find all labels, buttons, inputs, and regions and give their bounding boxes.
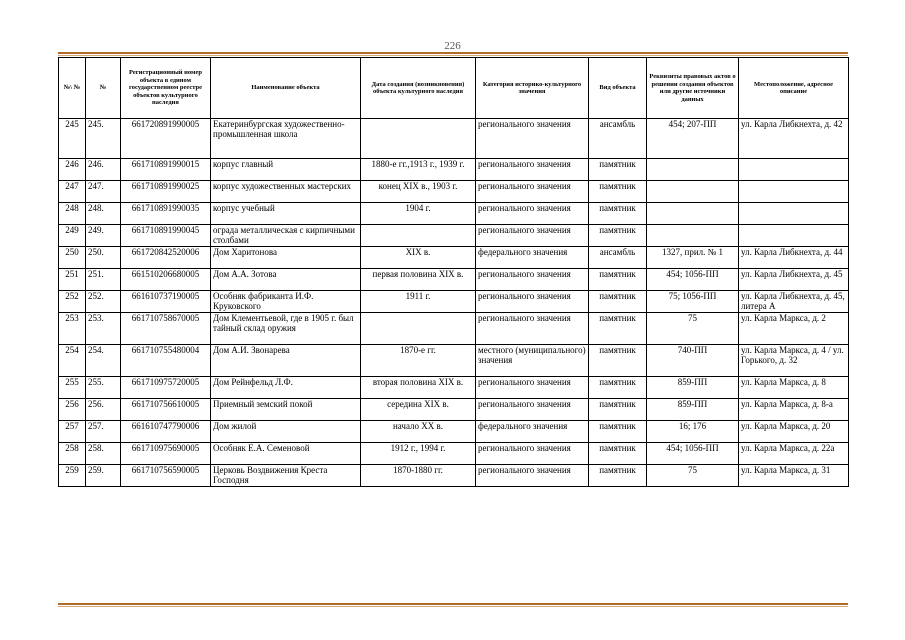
table-row — [59, 465, 849, 487]
category-cell: регионального значения — [476, 203, 589, 225]
category-cell: регионального значения — [476, 181, 589, 203]
object-name-cell: Церковь Воздвижения Креста Господня — [211, 465, 361, 487]
registration-number-cell: 661710756590005 — [121, 465, 211, 487]
creation-date-cell: первая половина XIX в. — [361, 269, 476, 291]
row-number-cell: 253 — [59, 313, 86, 345]
address-cell: ул. Карла Маркса, д. 31 — [739, 465, 849, 487]
header-cell: Дата создания (возникновения) объекта культурного наследия — [361, 58, 476, 119]
table-row — [59, 269, 849, 291]
row-index-cell: 250. — [86, 247, 121, 269]
category-cell: регионального значения — [476, 225, 589, 247]
creation-date-cell — [361, 119, 476, 159]
table-header-row — [59, 58, 849, 119]
row-number-cell: 257 — [59, 421, 86, 443]
object-name-cell: Дом А.И. Звонарева — [211, 345, 361, 377]
table-row — [59, 377, 849, 399]
address-cell: ул. Карла Либкнехта, д. 42 — [739, 119, 849, 159]
row-number-cell: 247 — [59, 181, 86, 203]
legal-acts-cell: 740-ПП — [647, 345, 739, 377]
creation-date-cell: 1870-1880 гг. — [361, 465, 476, 487]
header-cell: Регистрационный номер объекта в едином государственном реестре объектов культурного наследия — [121, 58, 211, 119]
creation-date-cell — [361, 313, 476, 345]
registration-number-cell: 661710891990025 — [121, 181, 211, 203]
registration-number-cell: 661610737190005 — [121, 291, 211, 313]
object-name-cell: Особняк Е.А. Семеновой — [211, 443, 361, 465]
object-type-cell: памятник — [589, 291, 647, 313]
legal-acts-cell: 859-ПП — [647, 399, 739, 421]
header-cell: № — [86, 58, 121, 119]
registration-number-cell: 661710756610005 — [121, 399, 211, 421]
registration-number-cell: 661610747790006 — [121, 421, 211, 443]
creation-date-cell — [361, 225, 476, 247]
object-name-cell: корпус учебный — [211, 203, 361, 225]
legal-acts-cell: 454; 1056-ПП — [647, 269, 739, 291]
legal-acts-cell: 859-ПП — [647, 377, 739, 399]
object-type-cell: памятник — [589, 225, 647, 247]
table-row — [59, 203, 849, 225]
creation-date-cell: 1912 г., 1994 г. — [361, 443, 476, 465]
legal-acts-cell — [647, 159, 739, 181]
row-number-cell: 246 — [59, 159, 86, 181]
row-number-cell: 252 — [59, 291, 86, 313]
address-cell — [739, 225, 849, 247]
object-name-cell: корпус главный — [211, 159, 361, 181]
legal-acts-cell: 454; 207-ПП — [647, 119, 739, 159]
address-cell: ул. Карла Маркса, д. 2 — [739, 313, 849, 345]
row-number-cell: 255 — [59, 377, 86, 399]
row-number-cell: 249 — [59, 225, 86, 247]
creation-date-cell: 1904 г. — [361, 203, 476, 225]
object-type-cell: памятник — [589, 345, 647, 377]
legal-acts-cell: 75 — [647, 465, 739, 487]
row-index-cell: 259. — [86, 465, 121, 487]
registration-number-cell: 661710975690005 — [121, 443, 211, 465]
table-row — [59, 291, 849, 313]
category-cell: регионального значения — [476, 465, 589, 487]
row-index-cell: 255. — [86, 377, 121, 399]
registration-number-cell: 661720842520006 — [121, 247, 211, 269]
address-cell: ул. Карла Либкнехта, д. 45, литера А — [739, 291, 849, 313]
registration-number-cell: 661710891990015 — [121, 159, 211, 181]
legal-acts-cell: 16; 176 — [647, 421, 739, 443]
address-cell: ул. Карла Маркса, д. 8 — [739, 377, 849, 399]
address-cell — [739, 203, 849, 225]
table-row — [59, 399, 849, 421]
object-type-cell: памятник — [589, 159, 647, 181]
table-row — [59, 159, 849, 181]
address-cell: ул. Карла Либкнехта, д. 45 — [739, 269, 849, 291]
object-name-cell: Дом Рейнфельд Л.Ф. — [211, 377, 361, 399]
legal-acts-cell: 75; 1056-ПП — [647, 291, 739, 313]
object-name-cell: Приемный земский покой — [211, 399, 361, 421]
category-cell: федерального значения — [476, 247, 589, 269]
header-cell: Местоположение, адресное описание — [739, 58, 849, 119]
header-cell: Реквизиты правовых актов о решении создания объектов или другие источники данных — [647, 58, 739, 119]
object-type-cell: памятник — [589, 465, 647, 487]
creation-date-cell: середина XIX в. — [361, 399, 476, 421]
row-number-cell: 254 — [59, 345, 86, 377]
row-index-cell: 248. — [86, 203, 121, 225]
address-cell — [739, 181, 849, 203]
row-index-cell: 256. — [86, 399, 121, 421]
registration-number-cell: 661510206680005 — [121, 269, 211, 291]
registration-number-cell: 661710755480004 — [121, 345, 211, 377]
top-divider — [58, 52, 848, 56]
legal-acts-cell — [647, 203, 739, 225]
row-index-cell: 245. — [86, 119, 121, 159]
object-name-cell: Дом А.А. Зотова — [211, 269, 361, 291]
object-type-cell: памятник — [589, 377, 647, 399]
row-index-cell: 258. — [86, 443, 121, 465]
object-type-cell: ансамбль — [589, 119, 647, 159]
address-cell: ул. Карла Либкнехта, д. 44 — [739, 247, 849, 269]
object-name-cell: Екатеринбургская художественно-промышленная школа — [211, 119, 361, 159]
table-row — [59, 181, 849, 203]
object-type-cell: памятник — [589, 443, 647, 465]
row-number-cell: 245 — [59, 119, 86, 159]
address-cell: ул. Карла Маркса, д. 4 / ул. Горького, д. 32 — [739, 345, 849, 377]
object-name-cell: Дом Харитонова — [211, 247, 361, 269]
legal-acts-cell — [647, 225, 739, 247]
object-type-cell: памятник — [589, 421, 647, 443]
creation-date-cell: 1880-е гг.,1913 г., 1939 г. — [361, 159, 476, 181]
address-cell — [739, 159, 849, 181]
table-row — [59, 247, 849, 269]
header-cell: Вид объекта — [589, 58, 647, 119]
row-index-cell: 251. — [86, 269, 121, 291]
registration-number-cell: 661710891990045 — [121, 225, 211, 247]
registration-number-cell: 661710975720005 — [121, 377, 211, 399]
creation-date-cell: начало XX в. — [361, 421, 476, 443]
object-name-cell: Дом Клементьевой, где в 1905 г. был тайный склад оружия — [211, 313, 361, 345]
row-index-cell: 247. — [86, 181, 121, 203]
table-row — [59, 313, 849, 345]
object-type-cell: памятник — [589, 313, 647, 345]
table-row — [59, 421, 849, 443]
category-cell: регионального значения — [476, 443, 589, 465]
header-cell: Категория историко-культурного значения — [476, 58, 589, 119]
bottom-divider — [58, 603, 848, 607]
category-cell: регионального значения — [476, 313, 589, 345]
table-row — [59, 119, 849, 159]
legal-acts-cell: 1327, прил. № 1 — [647, 247, 739, 269]
category-cell: регионального значения — [476, 159, 589, 181]
row-index-cell: 252. — [86, 291, 121, 313]
object-name-cell: ограда металлическая с кирпичными столбами — [211, 225, 361, 247]
registration-number-cell: 661710758670005 — [121, 313, 211, 345]
heritage-table — [58, 57, 849, 487]
row-number-cell: 256 — [59, 399, 86, 421]
row-number-cell: 251 — [59, 269, 86, 291]
creation-date-cell: конец XIX в., 1903 г. — [361, 181, 476, 203]
row-number-cell: 250 — [59, 247, 86, 269]
row-index-cell: 246. — [86, 159, 121, 181]
object-type-cell: памятник — [589, 269, 647, 291]
object-type-cell: ансамбль — [589, 247, 647, 269]
category-cell: регионального значения — [476, 269, 589, 291]
row-index-cell: 257. — [86, 421, 121, 443]
table-row — [59, 345, 849, 377]
row-index-cell: 249. — [86, 225, 121, 247]
table-row — [59, 225, 849, 247]
object-name-cell: Дом жилой — [211, 421, 361, 443]
legal-acts-cell: 75 — [647, 313, 739, 345]
row-index-cell: 253. — [86, 313, 121, 345]
header-cell: Наименование объекта — [211, 58, 361, 119]
row-number-cell: 258 — [59, 443, 86, 465]
legal-acts-cell: 454; 1056-ПП — [647, 443, 739, 465]
object-type-cell: памятник — [589, 399, 647, 421]
creation-date-cell: 1870-е гг. — [361, 345, 476, 377]
object-type-cell: памятник — [589, 181, 647, 203]
row-number-cell: 248 — [59, 203, 86, 225]
object-name-cell: корпус художественных мастерских — [211, 181, 361, 203]
creation-date-cell: вторая половина XIX в. — [361, 377, 476, 399]
creation-date-cell: 1911 г. — [361, 291, 476, 313]
row-index-cell: 254. — [86, 345, 121, 377]
category-cell: федерального значения — [476, 421, 589, 443]
object-name-cell: Особняк фабриканта И.Ф. Круковского — [211, 291, 361, 313]
legal-acts-cell — [647, 181, 739, 203]
category-cell: местного (муниципального) значения — [476, 345, 589, 377]
header-cell: №\ № — [59, 58, 86, 119]
table-row — [59, 443, 849, 465]
category-cell: регионального значения — [476, 119, 589, 159]
category-cell: регионального значения — [476, 399, 589, 421]
row-number-cell: 259 — [59, 465, 86, 487]
page-number: 226 — [444, 40, 461, 52]
address-cell: ул. Карла Маркса, д. 22а — [739, 443, 849, 465]
address-cell: ул. Карла Маркса, д. 20 — [739, 421, 849, 443]
object-type-cell: памятник — [589, 203, 647, 225]
category-cell: регионального значения — [476, 377, 589, 399]
category-cell: регионального значения — [476, 291, 589, 313]
registration-number-cell: 661710891990035 — [121, 203, 211, 225]
address-cell: ул. Карла Маркса, д. 8-а — [739, 399, 849, 421]
creation-date-cell: XIX в. — [361, 247, 476, 269]
registration-number-cell: 661720891990005 — [121, 119, 211, 159]
